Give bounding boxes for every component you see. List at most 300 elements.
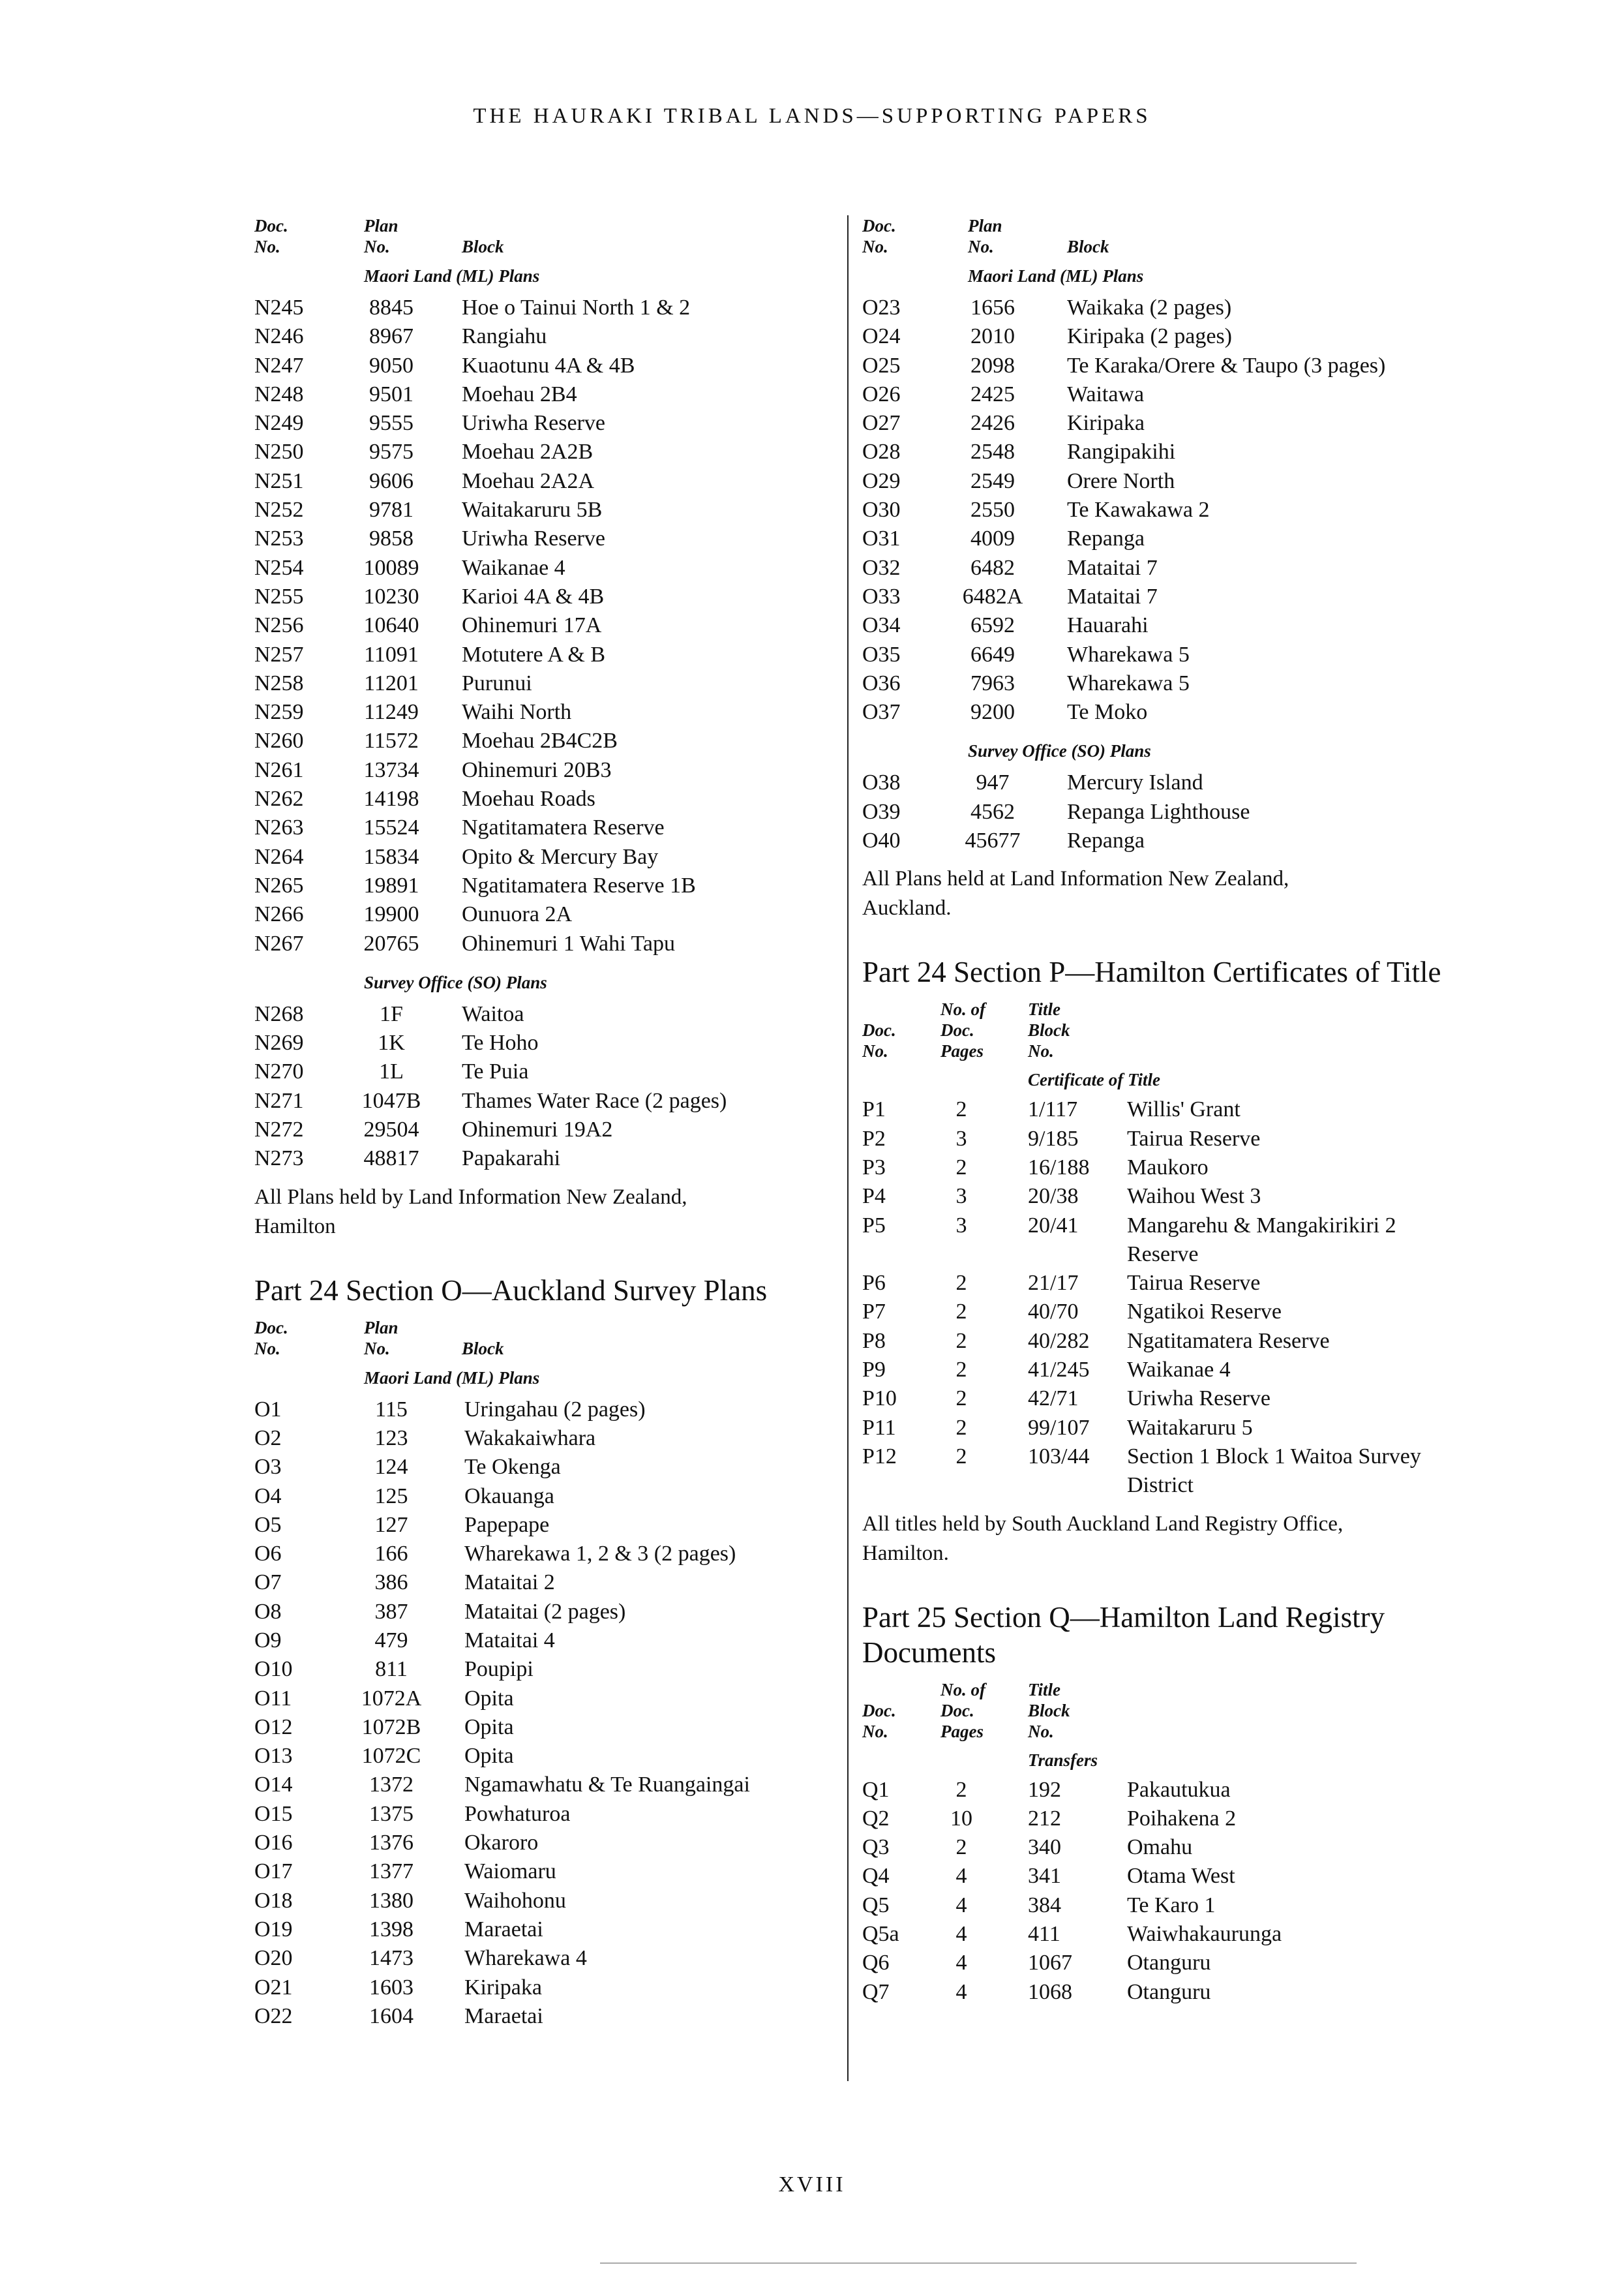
plan-no: 386 xyxy=(374,1570,408,1595)
doc-no: O11 xyxy=(254,1686,292,1711)
table-row xyxy=(862,1269,1469,1298)
plan-no: 1603 xyxy=(369,1975,414,2000)
plan-no: 1372 xyxy=(369,1773,414,1797)
plan-no: 1376 xyxy=(369,1831,414,1855)
plan-no: 1656 xyxy=(970,296,1015,320)
block-name: Opita xyxy=(464,1686,514,1711)
table-row xyxy=(862,554,1469,583)
title-no-label: No. xyxy=(1028,1041,1054,1061)
doc-no: N255 xyxy=(254,584,304,609)
table-row xyxy=(862,1862,1469,1891)
plan-no: 2010 xyxy=(970,324,1015,349)
doc-no: O13 xyxy=(254,1744,293,1769)
no-of-label: No. of xyxy=(940,999,985,1020)
table-row xyxy=(862,611,1469,640)
table-row xyxy=(254,1684,828,1713)
bottom-rule xyxy=(600,2262,1357,2264)
plan-no: 11572 xyxy=(364,729,419,754)
doc-no: N246 xyxy=(254,324,304,349)
table-row xyxy=(254,294,828,322)
doc-no: P9 xyxy=(862,1358,886,1382)
doc-no: P1 xyxy=(862,1097,886,1122)
table-row xyxy=(254,1973,828,2002)
block-name: Opita xyxy=(464,1744,514,1769)
no-label: No. xyxy=(862,1041,888,1061)
plan-no: 15524 xyxy=(363,815,419,840)
block-name: Uriwha Reserve xyxy=(462,526,605,551)
section-title: Part 25 Section Q—Hamilton Land Registry Documents xyxy=(862,1600,1385,1669)
page-count: 2 xyxy=(955,1328,967,1353)
doc-no: O40 xyxy=(862,829,901,853)
doc-no: O17 xyxy=(254,1859,293,1884)
plan-no: 127 xyxy=(374,1512,408,1537)
category-label: Certificate of Title xyxy=(1028,1070,1160,1090)
block-name: Okauanga xyxy=(464,1484,554,1508)
block-name: Rangipakihi xyxy=(1067,440,1176,464)
title-block-no: 411 xyxy=(1028,1921,1060,1946)
plan-no: 1L xyxy=(379,1059,404,1084)
doc-no: O18 xyxy=(254,1888,293,1913)
page-count: 10 xyxy=(950,1806,972,1831)
doc-no: O22 xyxy=(254,2003,293,2028)
plan-no: 1072B xyxy=(361,1714,421,1739)
table-row xyxy=(254,496,828,525)
title-block-no: 20/38 xyxy=(1028,1184,1079,1209)
table-row xyxy=(254,525,828,553)
plan-no: 123 xyxy=(374,1425,408,1450)
table-row xyxy=(254,1453,828,1482)
title-table-header xyxy=(862,999,1469,1064)
no-label: No. xyxy=(254,237,280,256)
block-name: Rangiahu xyxy=(462,324,547,349)
table-row xyxy=(862,1776,1469,1804)
page-count: 2 xyxy=(955,1155,967,1180)
plan-no: 6482A xyxy=(962,584,1023,609)
plan-no: 2098 xyxy=(970,353,1015,378)
block-name: Moehau 2B4C2B xyxy=(462,729,618,754)
plan-table-header xyxy=(254,1317,828,1360)
doc-no: Q6 xyxy=(862,1951,890,1975)
plan-no: 10640 xyxy=(363,613,419,638)
doc-no: N264 xyxy=(254,844,304,869)
block-name: Otama West xyxy=(1127,1864,1235,1889)
block-name: Ngamawhatu & Te Ruangaingai xyxy=(464,1773,750,1797)
page-count: 2 xyxy=(955,1386,967,1411)
page-count: 4 xyxy=(955,1921,967,1946)
doc-no: O21 xyxy=(254,1975,293,2000)
doc-no: O14 xyxy=(254,1773,293,1797)
no-label: No. xyxy=(254,1338,280,1358)
block-name: Kiripaka (2 pages) xyxy=(1067,324,1233,349)
block-name: Moehau Roads xyxy=(462,787,595,812)
page-count: 2 xyxy=(955,1271,967,1296)
table-row xyxy=(862,641,1469,669)
table-row xyxy=(254,1742,828,1771)
table-row xyxy=(254,1829,828,1857)
block-name: Ngatitamatera Reserve 1B xyxy=(462,873,696,898)
table-row xyxy=(862,1356,1469,1384)
block-name: Hoe o Tainui North 1 & 2 xyxy=(462,296,691,320)
doc-no: O34 xyxy=(862,613,901,638)
doc-no: N256 xyxy=(254,613,304,638)
no-of-label: No. of xyxy=(940,1679,985,1699)
table-row xyxy=(254,785,828,814)
plan-no: 1375 xyxy=(369,1801,414,1826)
plan-no: 9501 xyxy=(369,382,414,406)
plan-no: 29504 xyxy=(363,1118,419,1142)
plan-no: 2550 xyxy=(970,498,1015,523)
doc-no: Q3 xyxy=(862,1835,890,1860)
doc-no: N249 xyxy=(254,411,304,436)
block-label: Block xyxy=(1067,237,1109,256)
doc-no: O9 xyxy=(254,1628,282,1652)
plan-no: 1072C xyxy=(361,1744,421,1769)
title-no-label: No. xyxy=(1028,1721,1054,1741)
plan-no: 1604 xyxy=(369,2003,414,2028)
table-row xyxy=(254,1424,828,1453)
doc-no: Q7 xyxy=(862,1979,890,2004)
block-name: Waikanae 4 xyxy=(462,555,565,580)
table-row xyxy=(862,1384,1469,1413)
title-block-no: 42/71 xyxy=(1028,1386,1079,1411)
doc-no: P12 xyxy=(862,1444,897,1469)
doc-no: N245 xyxy=(254,296,304,320)
block-name: Ngatitamatera Reserve xyxy=(462,815,665,840)
doc-no: P6 xyxy=(862,1271,886,1296)
table-row xyxy=(862,1153,1469,1182)
doc-no: P4 xyxy=(862,1184,886,1209)
block-name: Maraetai xyxy=(464,2003,543,2028)
table-row xyxy=(254,1144,828,1173)
table-row xyxy=(254,611,828,640)
plan-no: 13734 xyxy=(363,757,419,782)
block-name: Okaroro xyxy=(464,1831,539,1855)
doc-no: Q4 xyxy=(862,1864,890,1889)
doc-no: O10 xyxy=(254,1657,293,1682)
plan-no: 811 xyxy=(375,1657,408,1682)
plan-label: Plan xyxy=(364,1317,398,1337)
plan-no: 1473 xyxy=(369,1946,414,1971)
title-block-no: 1/117 xyxy=(1028,1097,1078,1122)
table-row xyxy=(862,467,1469,496)
doc-no: O12 xyxy=(254,1714,293,1739)
table-row xyxy=(862,698,1469,727)
plan-no: 9781 xyxy=(369,498,414,523)
plan-no: 11201 xyxy=(364,671,419,695)
doc-no: O36 xyxy=(862,671,901,695)
section-o-cont-so-list xyxy=(862,769,1469,855)
holding-note: All Plans held at Land Information New Zealand, Auckland. xyxy=(862,867,1289,921)
title-block-no: 1067 xyxy=(1028,1951,1072,1975)
doc-no: O1 xyxy=(254,1397,282,1422)
title-block-no: 40/70 xyxy=(1028,1300,1079,1324)
block-name: Otanguru xyxy=(1127,1979,1211,2004)
plan-no: 1072A xyxy=(361,1686,422,1711)
doc-no: O35 xyxy=(862,642,901,667)
plan-no: 2549 xyxy=(970,468,1015,493)
section-o-ml-list xyxy=(254,1395,828,2032)
title-label: Title xyxy=(1028,999,1060,1020)
category-label: Survey Office (SO) Plans xyxy=(968,741,1151,761)
table-row xyxy=(862,1833,1469,1862)
doc-no: P10 xyxy=(862,1386,897,1411)
block-name: Purunui xyxy=(462,671,532,695)
block-name: Waihohonu xyxy=(464,1888,566,1913)
plan-label: Plan xyxy=(968,216,1002,236)
block-name: Mataitai 4 xyxy=(464,1628,555,1652)
plan-no: 11091 xyxy=(364,642,419,667)
doc-no: O5 xyxy=(254,1512,282,1537)
doc-no: O27 xyxy=(862,411,901,436)
block-name: Ounuora 2A xyxy=(462,902,573,927)
plan-no: 166 xyxy=(374,1542,408,1566)
table-row xyxy=(254,2002,828,2031)
block-name: Te Okenga xyxy=(464,1455,561,1480)
doc-label: Doc. xyxy=(254,216,288,236)
doc-no: Q5 xyxy=(862,1893,890,1917)
doc-no: O20 xyxy=(254,1946,293,1971)
title-block-no: 212 xyxy=(1028,1806,1061,1831)
plan-no: 479 xyxy=(374,1628,408,1652)
table-row xyxy=(862,352,1469,380)
doc-no: O19 xyxy=(254,1917,293,1941)
block-name: Papepape xyxy=(464,1512,550,1537)
table-row xyxy=(862,1891,1469,1920)
block-name: Mataitai 7 xyxy=(1067,584,1158,609)
doc-label: Doc. xyxy=(862,1020,896,1041)
left-column xyxy=(254,215,828,2031)
table-row xyxy=(862,827,1469,855)
category-label: Maori Land (ML) Plans xyxy=(968,266,1144,286)
table-row xyxy=(254,409,828,438)
block-name: Wakakaiwhara xyxy=(464,1425,596,1450)
table-row xyxy=(862,409,1469,438)
doc-no: O24 xyxy=(862,324,901,349)
no-label: No. xyxy=(862,1721,888,1741)
block-name: Pakautukua xyxy=(1127,1777,1231,1802)
title-block-no: 16/188 xyxy=(1028,1155,1090,1180)
block-name: Maukoro xyxy=(1127,1155,1209,1180)
no-label: No. xyxy=(862,237,888,256)
table-row xyxy=(254,641,828,669)
block-label: Block xyxy=(462,1338,504,1358)
doc-no: O28 xyxy=(862,440,901,464)
table-row xyxy=(254,814,828,842)
block-name: Orere North xyxy=(1067,468,1175,493)
block-name: Uriwha Reserve xyxy=(1127,1386,1271,1411)
page-count: 4 xyxy=(955,1864,967,1889)
plan-no: 2548 xyxy=(970,440,1015,464)
doc-no: N271 xyxy=(254,1088,304,1113)
plan-no: 19891 xyxy=(363,873,419,898)
doc-no: N254 xyxy=(254,555,304,580)
table-row xyxy=(254,583,828,611)
holding-note: All Plans held by Land Information New Zealand, Hamilton xyxy=(254,1185,687,1238)
doc-no: N248 xyxy=(254,382,304,406)
block-name: Powhaturoa xyxy=(464,1801,571,1826)
plan-no: 124 xyxy=(374,1455,408,1480)
table-row xyxy=(862,1442,1469,1500)
doc-no: N272 xyxy=(254,1118,304,1142)
block-name: Waikanae 4 xyxy=(1127,1358,1231,1382)
category-label: Survey Office (SO) Plans xyxy=(364,972,547,992)
table-row xyxy=(254,872,828,900)
category-label: Transfers xyxy=(1028,1750,1098,1770)
section-n-ml-list xyxy=(254,294,828,958)
table-row xyxy=(254,669,828,698)
plan-no: 115 xyxy=(375,1397,408,1422)
page-count: 2 xyxy=(955,1415,967,1440)
plan-no: 9555 xyxy=(369,411,414,436)
plan-table-header xyxy=(862,215,1469,258)
plan-no: 45677 xyxy=(965,829,1021,853)
pages-label: Pages xyxy=(940,1721,984,1741)
block-name: Tairua Reserve xyxy=(1127,1271,1261,1296)
page-number: XVIII xyxy=(778,2172,846,2197)
block-name: Poihakena 2 xyxy=(1127,1806,1237,1831)
doc-no: Q2 xyxy=(862,1806,890,1831)
table-row xyxy=(254,1058,828,1086)
page-count: 2 xyxy=(955,1835,967,1860)
block-name: Mataitai (2 pages) xyxy=(464,1599,626,1624)
page-count: 2 xyxy=(955,1300,967,1324)
doc-no: N268 xyxy=(254,1001,304,1026)
plan-no-label: No. xyxy=(364,237,390,256)
block-name: Mataitai 7 xyxy=(1067,555,1158,580)
plan-label: Plan xyxy=(364,216,398,236)
doc-label: Doc. xyxy=(940,1020,974,1041)
table-row xyxy=(254,1771,828,1799)
plan-no: 9575 xyxy=(369,440,414,464)
title-block-no: 41/245 xyxy=(1028,1358,1090,1382)
plan-no: 1398 xyxy=(369,1917,414,1941)
doc-no: N257 xyxy=(254,642,304,667)
plan-no: 4009 xyxy=(970,526,1015,551)
table-row xyxy=(862,1211,1469,1270)
plan-no: 4562 xyxy=(970,799,1015,824)
block-name: Waitakaruru 5B xyxy=(462,498,603,523)
pages-label: Pages xyxy=(940,1041,984,1061)
block-name: Mangarehu & Mangakirikiri 2 Reserve xyxy=(1127,1213,1396,1266)
table-row xyxy=(862,1095,1469,1124)
block-name: Kiripaka xyxy=(464,1975,542,2000)
doc-no: O37 xyxy=(862,700,901,725)
doc-no: O30 xyxy=(862,498,901,523)
block-name: Wharekawa 5 xyxy=(1067,642,1190,667)
block-name: Waitawa xyxy=(1067,382,1145,406)
doc-no: O8 xyxy=(254,1599,282,1624)
plan-no: 387 xyxy=(374,1599,408,1624)
doc-no: N252 xyxy=(254,498,304,523)
block-name: Ngatikoi Reserve xyxy=(1127,1300,1282,1324)
doc-no: O39 xyxy=(862,799,901,824)
doc-label: Doc. xyxy=(862,216,896,236)
doc-no: O32 xyxy=(862,555,901,580)
plan-no: 10089 xyxy=(363,555,419,580)
doc-no: P8 xyxy=(862,1328,886,1353)
block-name: Willis' Grant xyxy=(1127,1097,1241,1122)
block-label: Block xyxy=(462,237,504,256)
block-name: Te Karaka/Orere & Taupo (3 pages) xyxy=(1067,353,1386,378)
table-row xyxy=(254,380,828,409)
table-row xyxy=(862,294,1469,322)
block-name: Karioi 4A & 4B xyxy=(462,584,605,609)
table-row xyxy=(862,1298,1469,1326)
plan-no: 1F xyxy=(380,1001,403,1026)
table-row xyxy=(862,1978,1469,2007)
doc-no: N259 xyxy=(254,700,304,725)
section-o-cont-ml-list xyxy=(862,294,1469,727)
table-row xyxy=(862,798,1469,827)
doc-no: N273 xyxy=(254,1146,304,1171)
doc-no: O29 xyxy=(862,468,901,493)
page-count: 4 xyxy=(955,1951,967,1975)
page-count: 4 xyxy=(955,1893,967,1917)
page-count: 4 xyxy=(955,1979,967,2004)
doc-no: P3 xyxy=(862,1155,886,1180)
table-row xyxy=(254,1655,828,1684)
plan-no: 11249 xyxy=(364,700,419,725)
doc-no: O2 xyxy=(254,1425,282,1450)
table-row xyxy=(862,1949,1469,1977)
doc-no: O26 xyxy=(862,382,901,406)
table-row xyxy=(862,1125,1469,1153)
title-block-no: 1068 xyxy=(1028,1979,1072,2004)
table-row xyxy=(254,930,828,958)
block-name: Mercury Island xyxy=(1067,770,1203,795)
block-name: Kiripaka xyxy=(1067,411,1145,436)
block-name: Papakarahi xyxy=(462,1146,561,1171)
doc-no: N253 xyxy=(254,526,304,551)
table-row xyxy=(862,525,1469,553)
doc-no: N247 xyxy=(254,353,304,378)
plan-no: 947 xyxy=(976,770,1010,795)
plan-no: 1380 xyxy=(369,1888,414,1913)
table-row xyxy=(862,380,1469,409)
doc-no: N261 xyxy=(254,757,304,782)
plan-no: 19900 xyxy=(363,902,419,927)
doc-no: N251 xyxy=(254,468,304,493)
table-row xyxy=(862,1920,1469,1949)
table-row xyxy=(254,1116,828,1144)
block-name: Waikaka (2 pages) xyxy=(1067,296,1232,320)
doc-label: Doc. xyxy=(254,1317,288,1337)
plan-no: 6482 xyxy=(970,555,1015,580)
block-name: Otanguru xyxy=(1127,1951,1211,1975)
table-row xyxy=(254,467,828,496)
doc-no: P2 xyxy=(862,1126,886,1151)
doc-no: O16 xyxy=(254,1831,293,1855)
table-row xyxy=(254,1482,828,1511)
block-name: Opito & Mercury Bay xyxy=(462,844,659,869)
doc-no: Q5a xyxy=(862,1921,899,1946)
table-row xyxy=(254,438,828,466)
table-row xyxy=(862,583,1469,611)
table-row xyxy=(254,352,828,380)
title-block-no: 384 xyxy=(1028,1893,1061,1917)
table-row xyxy=(862,1414,1469,1442)
doc-no: O23 xyxy=(862,296,901,320)
block-name: Te Karo 1 xyxy=(1127,1893,1216,1917)
block-name: Ohinemuri 17A xyxy=(462,613,602,638)
doc-no: O4 xyxy=(254,1484,282,1508)
doc-no: P5 xyxy=(862,1213,886,1238)
table-row xyxy=(254,1087,828,1116)
block-name: Kuaotunu 4A & 4B xyxy=(462,353,635,378)
plan-no: 15834 xyxy=(363,844,419,869)
table-row xyxy=(254,1568,828,1597)
block-name: Wharekawa 5 xyxy=(1067,671,1190,695)
